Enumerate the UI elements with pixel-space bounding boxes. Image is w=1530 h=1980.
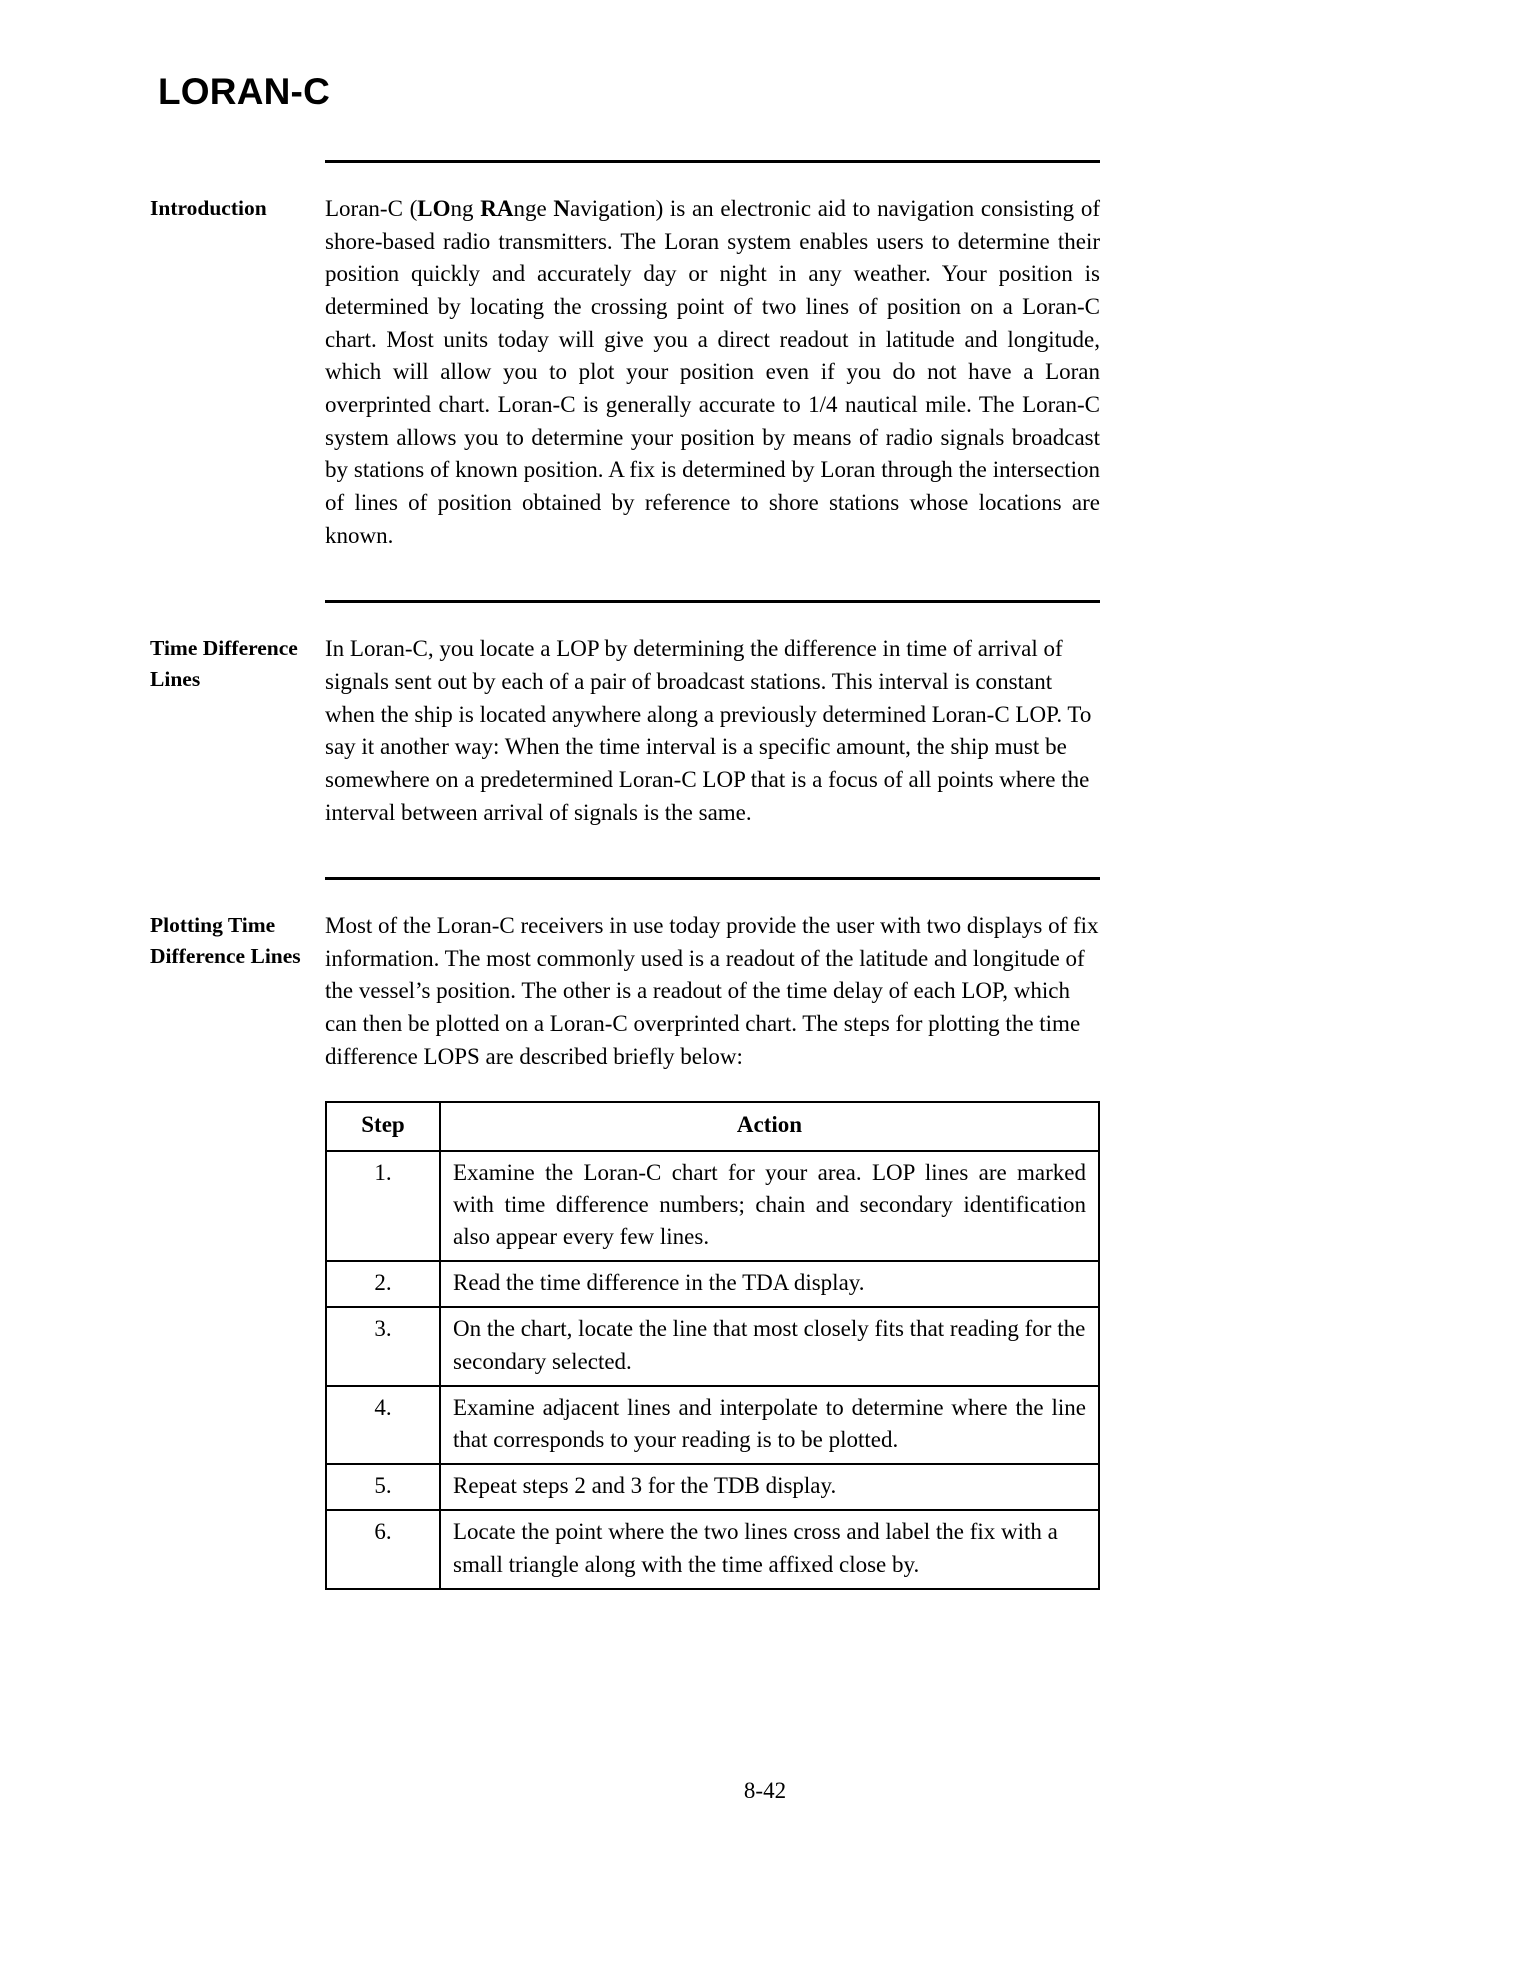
table-spacer xyxy=(150,1101,325,1589)
rule-spacer xyxy=(150,160,325,163)
spacer xyxy=(150,829,1400,877)
section-label-line: Time Difference xyxy=(150,636,298,661)
cell-step-number: 3. xyxy=(326,1307,440,1385)
table-header-row xyxy=(326,1102,1099,1150)
rule-spacer xyxy=(150,877,325,880)
rule-spacer xyxy=(150,600,325,603)
column-header-action: Action xyxy=(440,1102,1099,1150)
section-label-time-difference-lines xyxy=(150,633,325,694)
table-row xyxy=(326,1307,1099,1385)
section-time-difference-lines xyxy=(150,600,1400,877)
table-row xyxy=(326,1261,1099,1307)
cell-step-action: Examine adjacent lines and interpolate to determine where the line that corresponds to your reading is to be plotted. xyxy=(440,1386,1099,1464)
cell-step-action: Read the time difference in the TDA display. xyxy=(440,1261,1099,1307)
section-label-line: Lines xyxy=(150,666,201,691)
cell-step-number: 6. xyxy=(326,1510,440,1588)
spacer xyxy=(150,880,1400,910)
cell-step-number: 1. xyxy=(326,1151,440,1262)
page-content xyxy=(150,160,1400,1590)
page-number: 8-42 xyxy=(743,1778,787,1803)
section-divider-rule xyxy=(325,600,1100,603)
table-row xyxy=(326,1151,1099,1262)
section-plotting-time-difference-lines xyxy=(150,877,1400,1101)
section-body xyxy=(150,633,1400,829)
spacer xyxy=(150,1073,1400,1101)
table-row xyxy=(326,1464,1099,1510)
cell-step-number: 2. xyxy=(326,1261,440,1307)
spacer xyxy=(150,552,1400,600)
cell-step-action: Examine the Loran-C chart for your area. LOP lines are marked with time difference numbers; chain and secondary identification also appear every few lines. xyxy=(440,1151,1099,1262)
table-row xyxy=(326,1510,1099,1588)
table-body xyxy=(326,1151,1099,1589)
steps-table xyxy=(325,1101,1100,1589)
cell-step-action: Repeat steps 2 and 3 for the TDB display. xyxy=(440,1464,1099,1510)
section-divider-rule xyxy=(325,877,1100,880)
section-label-line: Introduction xyxy=(150,196,267,220)
cell-step-action: Locate the point where the two lines cross and label the fix with a small triangle along with the time affixed close by. xyxy=(440,1510,1099,1588)
section-text-plotting-time-difference-lines: Most of the Loran-C receivers in use today provide the user with two displays of fix information. The most commonly used is a readout of the latitude and longitude of the vessel’s position. The other is a readout of the time delay of each LOP, which can then be plotted on a Loran-C overprinted chart. The steps for plotting the time difference LOPS are described briefly below: xyxy=(325,913,1099,1069)
section-body xyxy=(150,193,1400,552)
section-text-time-difference-lines: In Loran-C, you locate a LOP by determining the difference in time of arrival of signals sent out by each of a pair of broadcast stations. This interval is constant when the ship is located anywhere along a previously determined Loran-C LOP. To say it another way: When the time interval is a specific amount, the ship must be somewhere on a predetermined Loran-C LOP that is a focus of all points where the interval between arrival of signals is the same. xyxy=(325,636,1092,825)
cell-step-number: 4. xyxy=(326,1386,440,1464)
spacer xyxy=(150,163,1400,193)
section-label-line: Difference Lines xyxy=(150,943,301,968)
section-body xyxy=(150,910,1400,1073)
cell-step-action: On the chart, locate the line that most closely fits that reading for the secondary selected. xyxy=(440,1307,1099,1385)
section-label-line: Plotting Time xyxy=(150,913,276,938)
column-header-step: Step xyxy=(326,1102,440,1150)
steps-table-wrap xyxy=(150,1101,1400,1589)
cell-step-number: 5. xyxy=(326,1464,440,1510)
section-text-introduction: Loran-C (LOng RAnge Navigation) is an electronic aid to navigation consisting of shore-based radio transmitters. The Loran system enables users to determine their position quickly and accurately day or night in any weather. Your position is determined by locating the crossing point of two lines of position on a Loran-C chart. Most units today will give you a direct readout in latitude and longitude, which will allow you to plot your position even if you do not have a Loran overprinted chart. Loran-C is generally accurate to 1/4 nautical mile. The Loran-C system allows you to determine your position by means of radio signals broadcast by stations of known position. A fix is determined by Loran through the intersection of lines of position obtained by reference to shore stations whose locations are known. xyxy=(325,196,1101,548)
section-divider-rule xyxy=(325,160,1100,163)
table-row xyxy=(326,1386,1099,1464)
section-label-plotting-time-difference-lines xyxy=(150,910,325,971)
spacer xyxy=(150,603,1400,633)
section-label-introduction xyxy=(150,193,325,224)
page-title: LORAN-C xyxy=(158,71,330,112)
section-introduction xyxy=(150,160,1400,600)
